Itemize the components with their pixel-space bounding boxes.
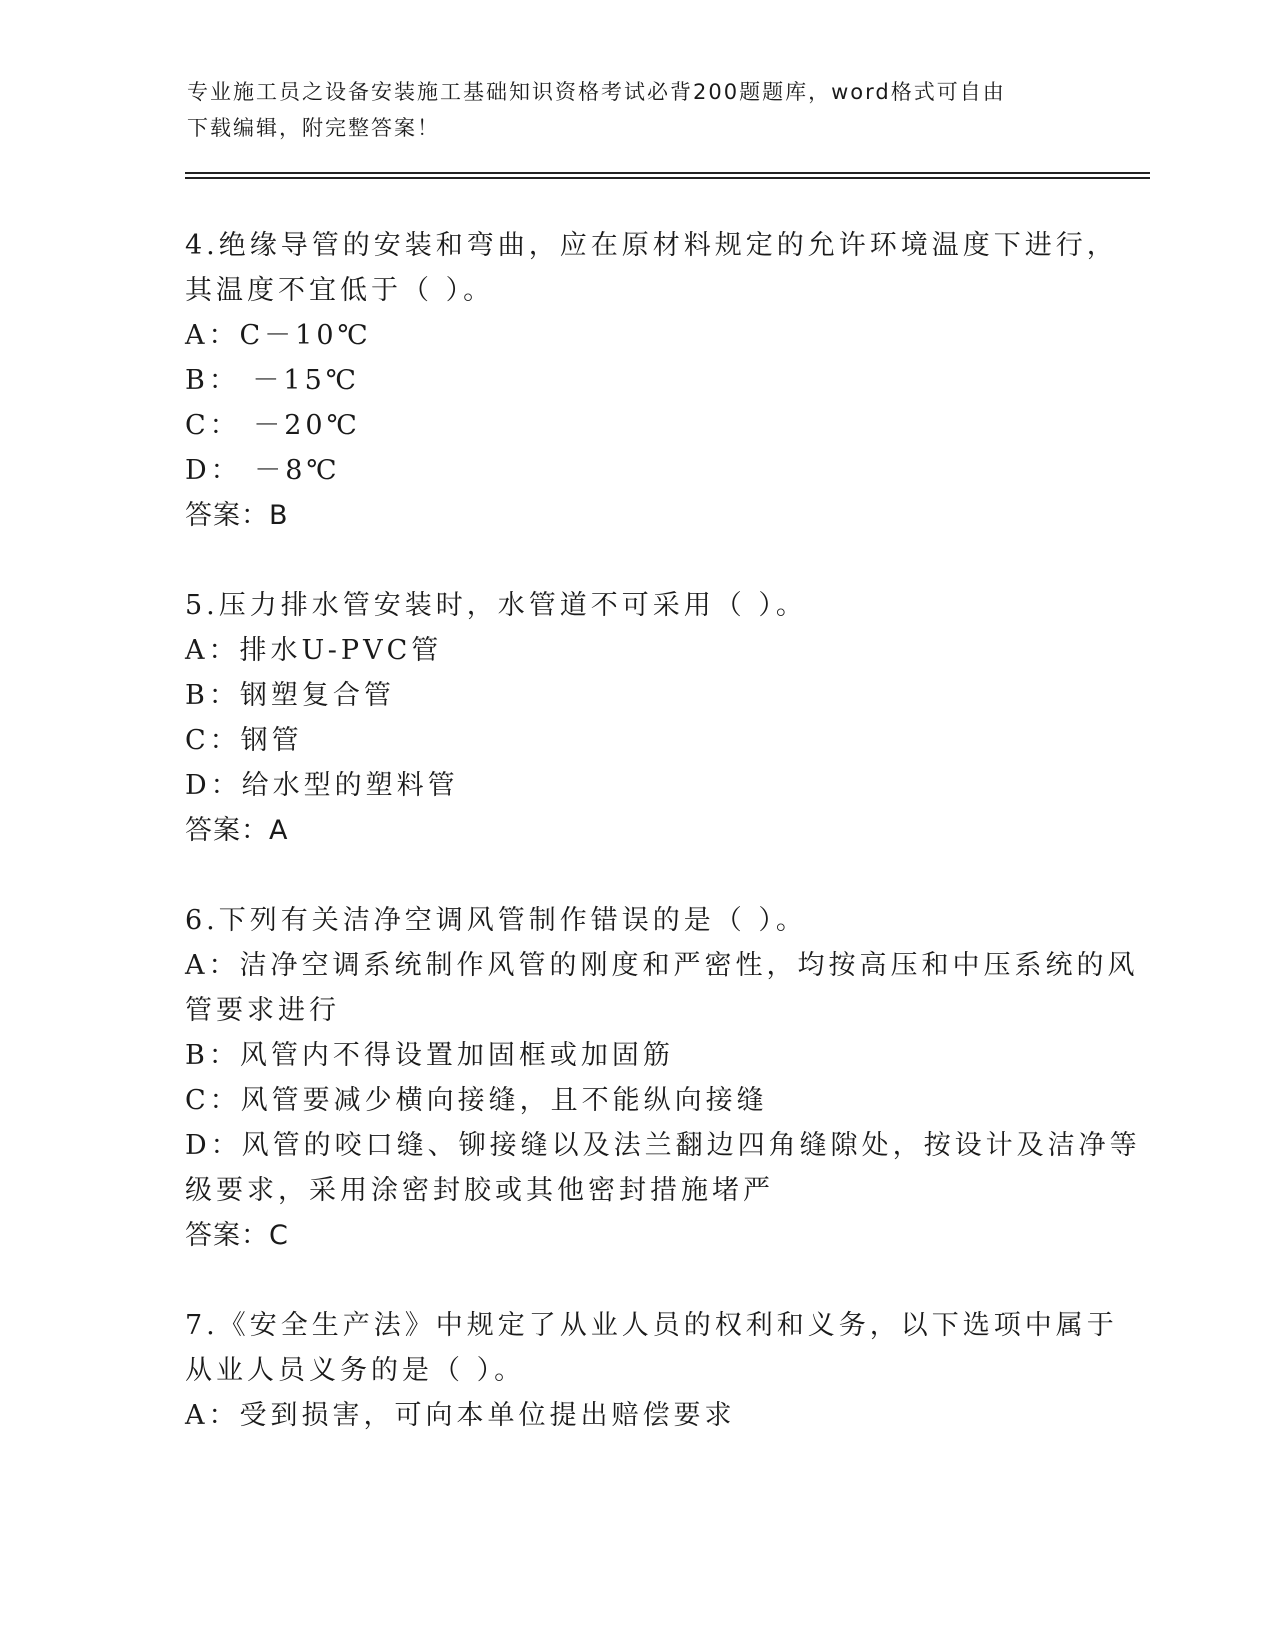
- question-stem: 5.压力排水管安装时，水管道不可采用（ ）。: [185, 590, 807, 621]
- answer-option: B：钢塑复合管: [185, 680, 395, 711]
- answer-option: D： －8℃: [185, 455, 341, 486]
- answer-option: D：风管的咬口缝、铆接缝以及法兰翻边四角缝隙处，按设计及洁净等: [185, 1130, 1141, 1161]
- header-line-2: 下载编辑，附完整答案！: [187, 116, 440, 140]
- answer-option: B：风管内不得设置加固框或加固筋: [185, 1040, 674, 1071]
- answer-option: B： －15℃: [185, 365, 360, 396]
- header-divider-bottom: [185, 177, 1150, 179]
- answer-option: C：风管要减少横向接缝，且不能纵向接缝: [185, 1085, 768, 1116]
- question-stem: 其温度不宜低于（ ）。: [185, 275, 495, 306]
- answer-option: A：洁净空调系统制作风管的刚度和严密性，均按高压和中压系统的风: [185, 950, 1139, 981]
- answer-option: C：钢管: [185, 725, 303, 756]
- question-block: [185, 583, 1085, 853]
- answer-option: A：受到损害，可向本单位提出赔偿要求: [185, 1400, 736, 1431]
- answer-option: 级要求，采用涂密封胶或其他密封措施堵严: [185, 1175, 774, 1206]
- document-header: [187, 74, 1087, 146]
- answer-option: 管要求进行: [185, 995, 340, 1026]
- question-block: [185, 1303, 1118, 1438]
- answer-key: 答案：C: [185, 1220, 289, 1251]
- question-stem: 7.《安全生产法》中规定了从业人员的权利和义务，以下选项中属于: [185, 1310, 1118, 1341]
- question-stem: 4.绝缘导管的安装和弯曲，应在原材料规定的允许环境温度下进行，: [185, 230, 1118, 261]
- question-block: [185, 223, 1118, 538]
- answer-key: 答案：B: [185, 500, 289, 531]
- answer-option: D：给水型的塑料管: [185, 770, 459, 801]
- question-list: [185, 223, 1141, 1483]
- question-block: [185, 898, 1141, 1258]
- answer-option: A：C－10℃: [185, 320, 372, 351]
- answer-option: A：排水U-PVC管: [185, 635, 443, 666]
- header-divider-top: [185, 172, 1150, 174]
- question-stem: 6.下列有关洁净空调风管制作错误的是（ ）。: [185, 905, 807, 936]
- question-stem: 从业人员义务的是（ ）。: [185, 1355, 526, 1386]
- header-line-1: 专业施工员之设备安装施工基础知识资格考试必背200题题库，word格式可自由: [187, 80, 1006, 104]
- answer-key: 答案：A: [185, 815, 289, 846]
- answer-option: C： －20℃: [185, 410, 361, 441]
